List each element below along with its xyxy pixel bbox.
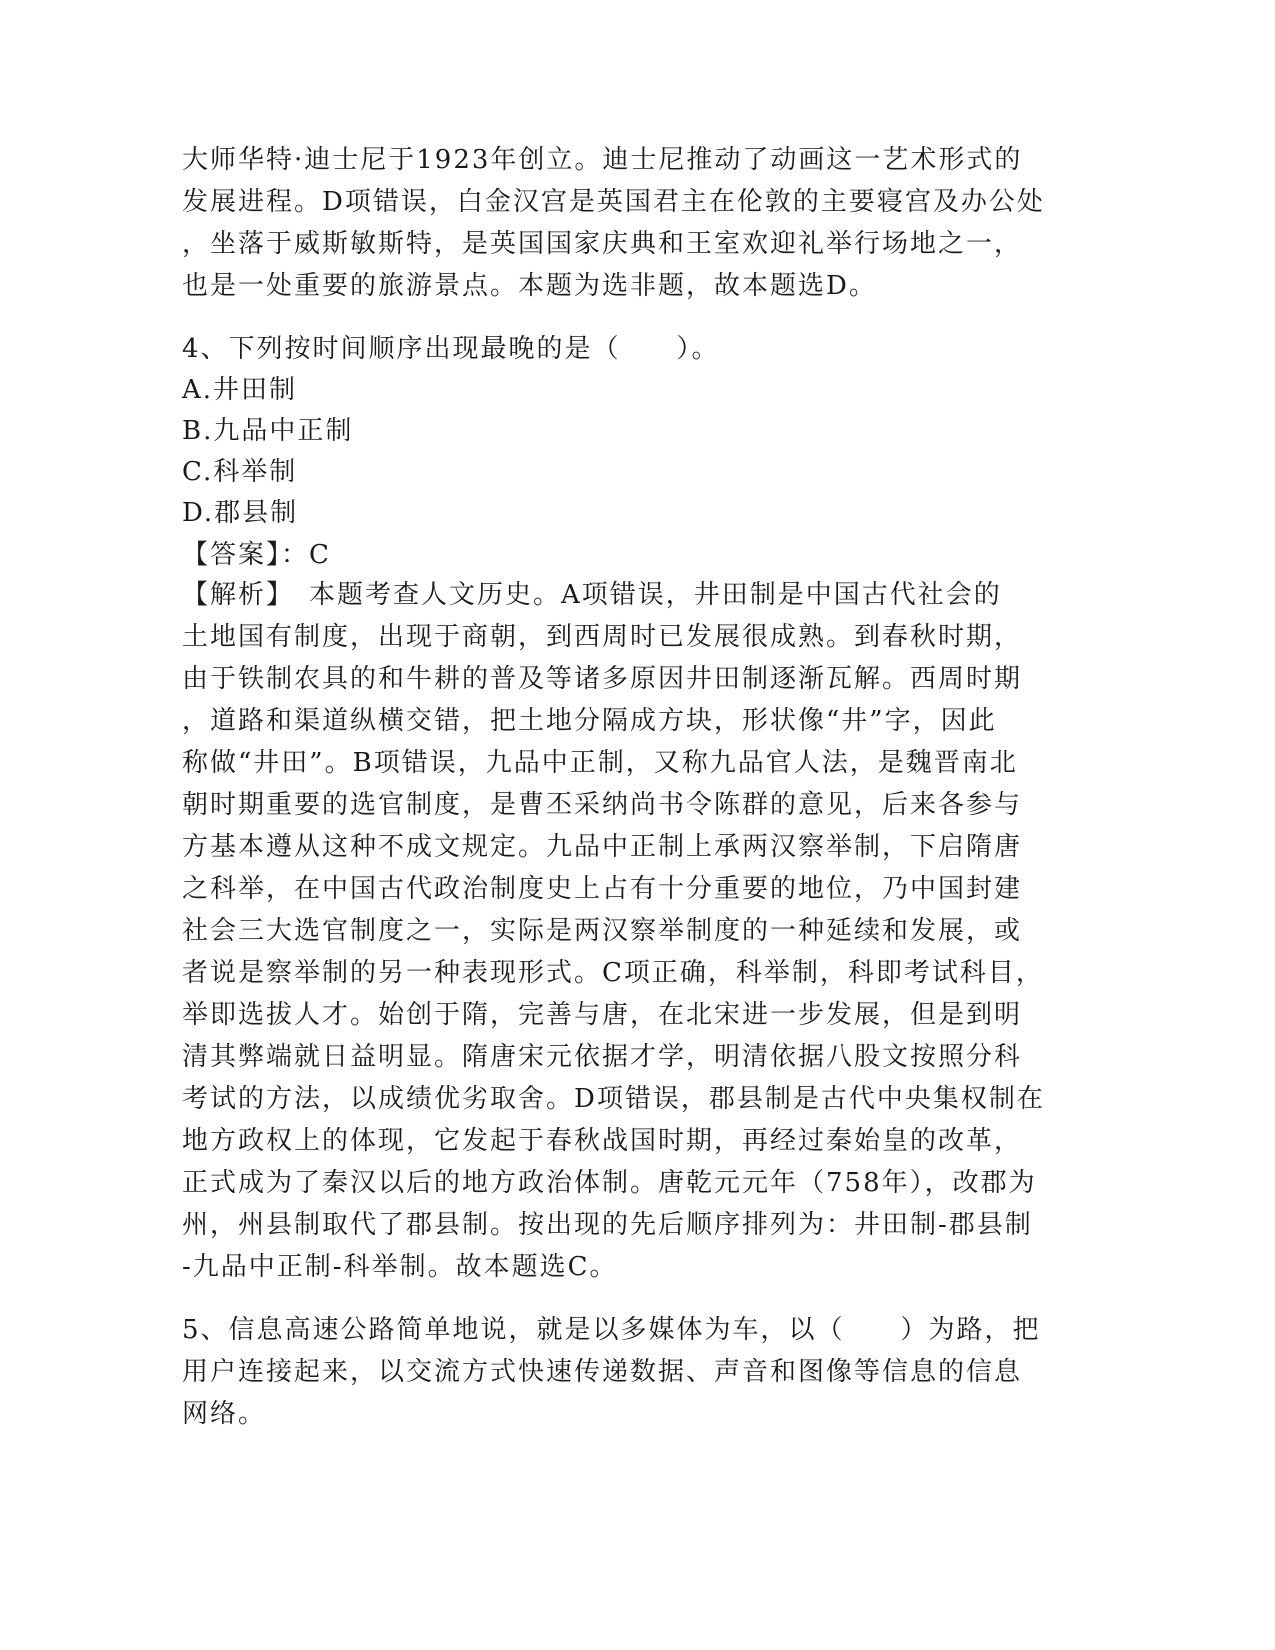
question-4-analysis-line: 者说是察举制的另一种表现形式。C项正确，科举制，科即考试科目， (182, 958, 1044, 988)
question-4-analysis-line: 地方政权上的体现，它发起于春秋战国时期，再经过秦始皇的改革， (182, 1126, 1023, 1156)
question-4-analysis-line: 朝时期重要的选官制度，是曹丕采纳尚书令陈群的意见，后来各参与 (182, 790, 1023, 820)
question-5-stem-line: 5、信息高速公路简单地说，就是以多媒体为车，以（ ）为路，把 (182, 1315, 1041, 1345)
question-4-answer: 【答案】：C (182, 540, 331, 570)
question-5-stem-line: 用户连接起来，以交流方式快速传递数据、声音和图像等信息的信息 (182, 1357, 1023, 1387)
question-4-option-d: D.郡县制 (182, 498, 299, 528)
question-4-option-a: A.井田制 (182, 375, 298, 405)
question-4-analysis-line: 称做“井田”。B项错误，九品中正制，又称九品官人法，是魏晋南北 (182, 748, 1018, 778)
prev-analysis-line: 发展进程。D项错误，白金汉宫是英国君主在伦敦的主要寝宫及办公处 (182, 187, 1045, 217)
question-4-analysis-line: 清其弊端就日益明显。隋唐宋元依据才学，明清依据八股文按照分科 (182, 1042, 1023, 1072)
question-4-analysis-line: 【解析】 本题考查人文历史。A项错误，井田制是中国古代社会的 (182, 580, 1002, 610)
question-4-analysis-line: 正式成为了秦汉以后的地方政治体制。唐乾元元年（758年），改郡为 (182, 1168, 1037, 1198)
question-4-option-c: C.科举制 (182, 457, 298, 487)
question-4-analysis-line: 举即选拔人才。始创于隋，完善与唐，在北宋进一步发展，但是到明 (182, 1000, 1023, 1030)
question-4-analysis-line: 土地国有制度，出现于商朝，到西周时已发展很成熟。到春秋时期， (182, 622, 1023, 652)
question-4-analysis-line: 州，州县制取代了郡县制。按出现的先后顺序排列为：井田制-郡县制 (182, 1210, 1033, 1240)
question-4-analysis-line: 社会三大选官制度之一，实际是两汉察举制度的一种延续和发展，或 (182, 916, 1023, 946)
prev-analysis-line: 也是一处重要的旅游景点。本题为选非题，故本题选D。 (182, 271, 877, 301)
question-4-analysis-line: ，道路和渠道纵横交错，把土地分隔成方块，形状像“井”字，因此 (182, 706, 997, 736)
question-4-analysis-line: -九品中正制-科举制。故本题选C。 (182, 1252, 618, 1282)
question-4-analysis-line: 考试的方法，以成绩优劣取舍。D项错误，郡县制是古代中央集权制在 (182, 1084, 1045, 1114)
question-4-option-b: B.九品中正制 (182, 416, 354, 446)
prev-analysis-line: 大师华特·迪士尼于1923年创立。迪士尼推动了动画这一艺术形式的 (182, 145, 1023, 175)
question-5-stem-line: 网络。 (182, 1399, 267, 1429)
question-4-analysis-line: 由于铁制农具的和牛耕的普及等诸多原因井田制逐渐瓦解。西周时期 (182, 664, 1023, 694)
question-4-analysis-line: 方基本遵从这种不成文规定。九品中正制上承两汉察举制，下启隋唐 (182, 832, 1023, 862)
question-4-stem: 4、下列按时间顺序出现最晚的是（ ）。 (182, 334, 720, 364)
question-4-analysis-line: 之科举，在中国古代政治制度史上占有十分重要的地位，乃中国封建 (182, 874, 1023, 904)
prev-analysis-line: ，坐落于威斯敏斯特，是英国国家庆典和王室欢迎礼举行场地之一， (182, 229, 1023, 259)
